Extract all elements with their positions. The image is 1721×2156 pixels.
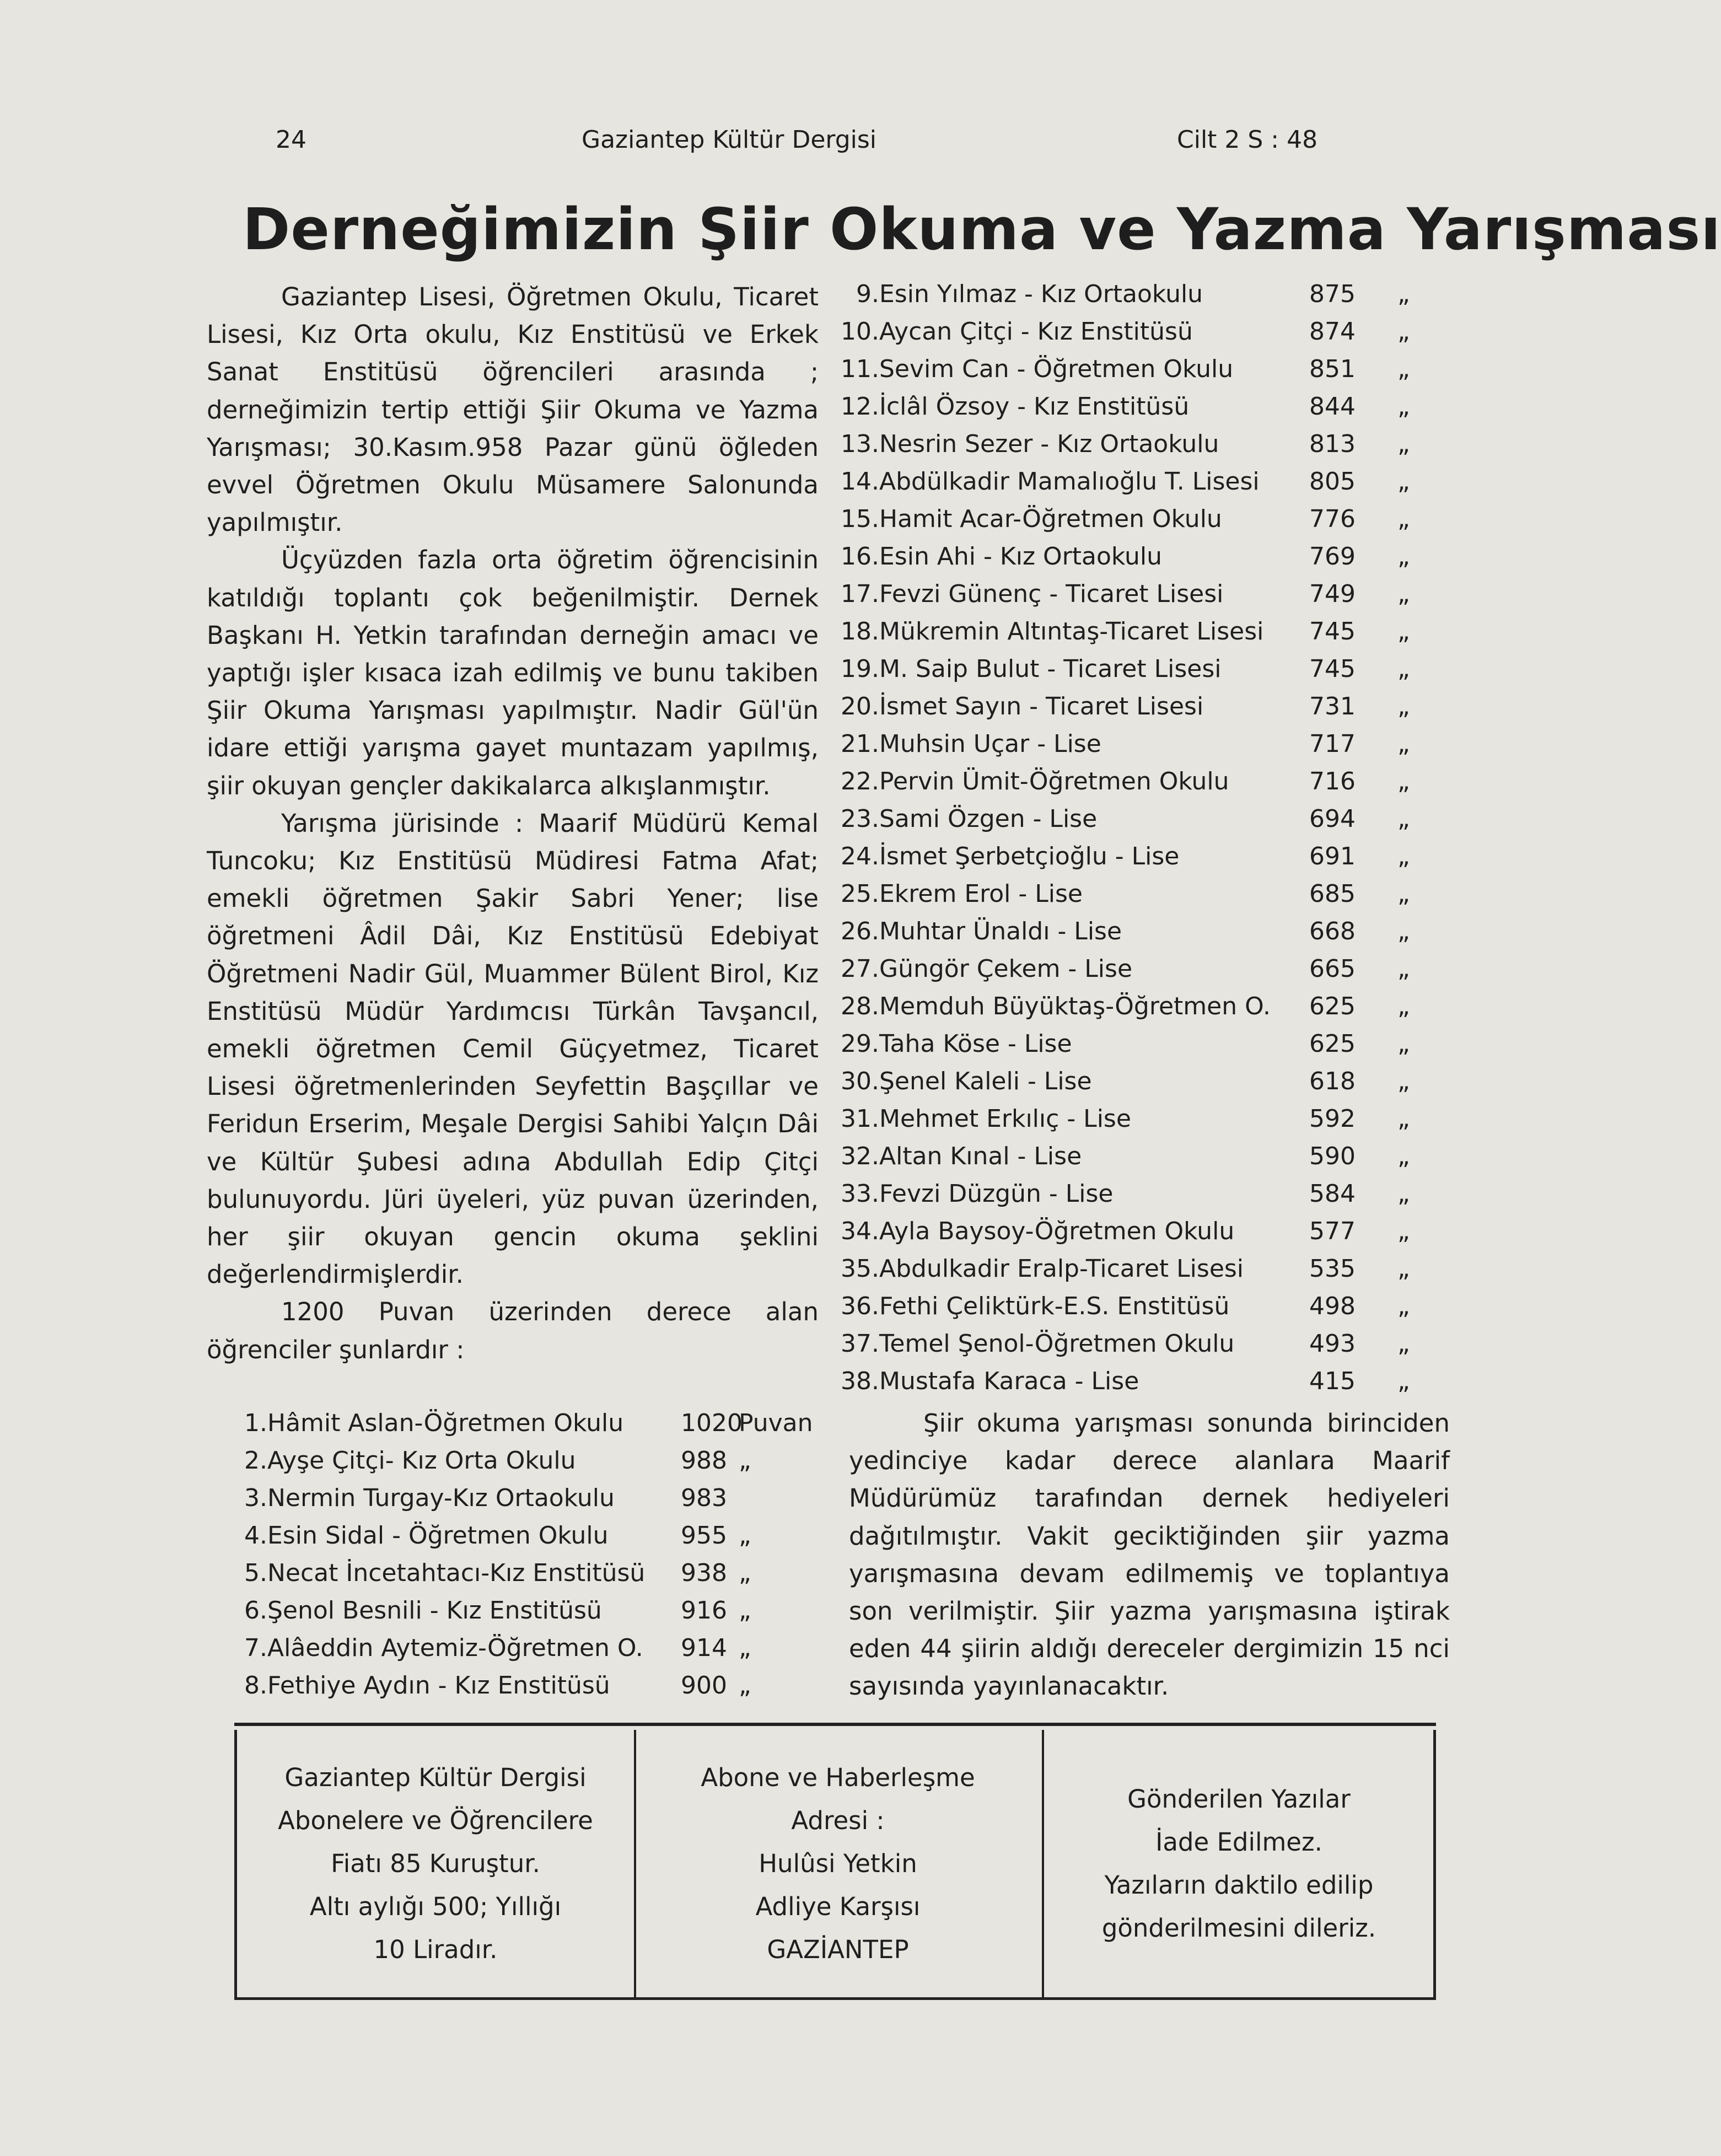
ranking-unit: „ xyxy=(1397,580,1410,608)
ranking-row xyxy=(835,576,1442,613)
issue-info: Cilt 2 S : 48 xyxy=(1177,126,1318,154)
ranking-num: 23. xyxy=(841,805,879,833)
ranking-num: 13. xyxy=(841,430,879,458)
ranking-name: Esin Ahi - Kız Ortaokulu xyxy=(879,542,1163,571)
ranking-score: 805 xyxy=(1309,467,1356,496)
ranking-name: Altan Kınal - Lise xyxy=(879,1142,1082,1170)
ranking-name: Taha Köse - Lise xyxy=(879,1030,1072,1058)
ranking-unit: „ xyxy=(739,1596,751,1625)
ranking-name: Hâmit Aslan-Öğretmen Okulu xyxy=(267,1409,624,1437)
ranking-row xyxy=(835,1288,1442,1325)
ranking-score: 745 xyxy=(1309,655,1356,683)
ranking-name: Nesrin Sezer - Kız Ortaokulu xyxy=(879,430,1219,458)
paragraph: Yarışma jürisinde : Maarif Müdürü Kemal Tuncoku; Kız Enstitüsü Müdiresi Fatma Afat; emekli öğretmen Şakir Sabri Yener; lise öğretmeni Âdil Dâi, Kız Enstitüsü Edebiyat Öğretmeni Nadir Gül, Muammer Bülent Birol, Kız Enstitüsü Müdür Yardımcısı Türkân Tavşancıl, emekli öğretmen Cemil Güçyetmez, Ticaret Lisesi öğretmenlerinden Seyfettin Başçıllar ve Feridun Erserim, Meşale Dergisi Sahibi Yalçın Dâi ve Kültür Şubesi adına Abdullah Edip Çitçi bulunuyordu. Jüri üyeleri, yüz puvan üzerinden, her şiir okuyan gencin okuma şeklini değerlendirmişlerdir. xyxy=(207,808,819,1289)
ranking-name: İsmet Şerbetçioğlu - Lise xyxy=(879,842,1180,870)
footer-line: Abone ve Haberleşme xyxy=(701,1762,975,1792)
ranking-row xyxy=(835,501,1442,538)
ranking-row xyxy=(835,426,1442,463)
ranking-unit: „ xyxy=(1397,355,1410,383)
ranking-score: 618 xyxy=(1309,1067,1356,1095)
ranking-num: 36. xyxy=(841,1292,879,1320)
footer-line: Hulûsi Yetkin xyxy=(759,1848,917,1878)
ranking-row xyxy=(835,1138,1442,1175)
ranking-unit: „ xyxy=(1397,1142,1410,1170)
ranking-score: 694 xyxy=(1309,805,1356,833)
ranking-score: 415 xyxy=(1309,1367,1356,1395)
ranking-row xyxy=(835,1063,1442,1100)
ranking-unit: „ xyxy=(1397,280,1410,308)
ranking-name: Aycan Çitçi - Kız Enstitüsü xyxy=(879,318,1193,346)
ranking-score: 874 xyxy=(1309,318,1356,346)
ranking-num: 16. xyxy=(841,542,879,571)
submission-notice-cell xyxy=(1042,1730,1436,1997)
ranking-unit: „ xyxy=(1397,505,1410,533)
ranking-score: 916 xyxy=(681,1596,727,1625)
ranking-score: 493 xyxy=(1309,1330,1356,1358)
ranking-score: 717 xyxy=(1309,730,1356,758)
ranking-num: 14. xyxy=(841,467,879,496)
ranking-name: Muhtar Ünaldı - Lise xyxy=(879,917,1122,945)
ranking-name: Abdulkadir Eralp-Ticaret Lisesi xyxy=(879,1255,1244,1283)
ranking-name: Esin Sidal - Öğretmen Okulu xyxy=(267,1521,609,1550)
subscription-price-cell xyxy=(237,1730,636,1997)
ranking-num: 12. xyxy=(841,393,879,421)
ranking-score: 685 xyxy=(1309,880,1356,908)
rankings-list-left xyxy=(223,1405,830,1705)
ranking-score: 625 xyxy=(1309,1030,1356,1058)
ranking-num: 2. xyxy=(244,1447,267,1475)
ranking-row xyxy=(835,988,1442,1025)
footer-line: Fiatı 85 Kuruştur. xyxy=(331,1848,540,1878)
ranking-name: Memduh Büyüktaş-Öğretmen O. xyxy=(879,992,1271,1020)
ranking-row xyxy=(835,1325,1442,1363)
ranking-num: 31. xyxy=(841,1105,879,1133)
ranking-score: 749 xyxy=(1309,580,1356,608)
ranking-score: 668 xyxy=(1309,917,1356,945)
ranking-row xyxy=(223,1555,830,1592)
ranking-name: Abdülkadir Mamalıoğlu T. Lisesi xyxy=(879,467,1260,496)
ranking-score: 625 xyxy=(1309,992,1356,1020)
article-title: Derneğimizin Şiir Okuma ve Yazma Yarışması xyxy=(243,196,1721,263)
ranking-score: 498 xyxy=(1309,1292,1356,1320)
ranking-unit: „ xyxy=(1397,393,1410,421)
closing-text xyxy=(849,1405,1450,1706)
contact-address-cell xyxy=(634,1730,1044,1997)
ranking-row xyxy=(835,388,1442,426)
ranking-num: 18. xyxy=(841,617,879,646)
ranking-unit: „ xyxy=(1397,692,1410,721)
ranking-unit: „ xyxy=(1397,430,1410,458)
footer-rule xyxy=(234,1723,1436,1726)
ranking-name: Ekrem Erol - Lise xyxy=(879,880,1083,908)
ranking-unit: „ xyxy=(739,1634,751,1662)
ranking-name: Sevim Can - Öğretmen Okulu xyxy=(879,355,1234,383)
ranking-unit: „ xyxy=(1397,730,1410,758)
ranking-num: 29. xyxy=(841,1030,879,1058)
ranking-num: 32. xyxy=(841,1142,879,1170)
footer-line: Abonelere ve Öğrencilere xyxy=(278,1805,593,1835)
ranking-num: 4. xyxy=(244,1521,267,1550)
ranking-unit: „ xyxy=(1397,1292,1410,1320)
ranking-name: Fevzi Günenç - Ticaret Lisesi xyxy=(879,580,1224,608)
ranking-num: 8. xyxy=(244,1671,267,1700)
ranking-num: 28. xyxy=(841,992,879,1020)
ranking-name: Fethiye Aydın - Kız Enstitüsü xyxy=(267,1671,610,1700)
article-body xyxy=(207,278,819,1369)
footer-line: Altı aylığı 500; Yıllığı xyxy=(309,1891,562,1921)
ranking-unit: „ xyxy=(1397,617,1410,646)
ranking-unit: „ xyxy=(1397,655,1410,683)
footer-line: Adresi : xyxy=(791,1805,885,1835)
ranking-unit: „ xyxy=(1397,1030,1410,1058)
ranking-row xyxy=(835,1213,1442,1250)
ranking-num: 21. xyxy=(841,730,879,758)
ranking-row xyxy=(835,725,1442,763)
ranking-row xyxy=(835,650,1442,688)
ranking-score: 875 xyxy=(1309,280,1356,308)
ranking-score: 955 xyxy=(681,1521,727,1550)
ranking-score: 776 xyxy=(1309,505,1356,533)
ranking-num: 15. xyxy=(841,505,879,533)
ranking-score: 983 xyxy=(681,1484,727,1512)
ranking-row xyxy=(835,950,1442,988)
ranking-score: 731 xyxy=(1309,692,1356,721)
ranking-unit: „ xyxy=(1397,917,1410,945)
ranking-name: İclâl Özsoy - Kız Enstitüsü xyxy=(879,393,1190,421)
ranking-name: Hamit Acar-Öğretmen Okulu xyxy=(879,505,1222,533)
ranking-num: 17. xyxy=(841,580,879,608)
ranking-row xyxy=(835,276,1442,313)
ranking-num: 3. xyxy=(244,1484,267,1512)
ranking-unit: Puvan xyxy=(739,1409,813,1437)
ranking-row xyxy=(835,913,1442,950)
ranking-score: 851 xyxy=(1309,355,1356,383)
ranking-row xyxy=(835,463,1442,501)
ranking-num: 11. xyxy=(841,355,879,383)
ranking-num: 27. xyxy=(841,955,879,983)
ranking-row xyxy=(223,1592,830,1630)
ranking-score: 535 xyxy=(1309,1255,1356,1283)
ranking-score: 900 xyxy=(681,1671,727,1700)
ranking-name: M. Saip Bulut - Ticaret Lisesi xyxy=(879,655,1222,683)
ranking-row xyxy=(223,1405,830,1442)
ranking-unit: „ xyxy=(1397,992,1410,1020)
ranking-name: İsmet Sayın - Ticaret Lisesi xyxy=(879,692,1204,721)
ranking-num: 7. xyxy=(244,1634,267,1662)
ranking-score: 577 xyxy=(1309,1217,1356,1245)
ranking-unit: „ xyxy=(1397,542,1410,571)
footer-line: Yazıların daktilo edilip xyxy=(1104,1870,1374,1900)
ranking-score: 665 xyxy=(1309,955,1356,983)
footer-line: GAZİANTEP xyxy=(767,1934,909,1964)
ranking-name: Alâeddin Aytemiz-Öğretmen O. xyxy=(267,1634,643,1662)
ranking-num: 1. xyxy=(244,1409,267,1437)
ranking-name: Temel Şenol-Öğretmen Okulu xyxy=(879,1330,1235,1358)
ranking-score: 844 xyxy=(1309,393,1356,421)
ranking-num: 38. xyxy=(841,1367,879,1395)
ranking-unit: „ xyxy=(1397,955,1410,983)
ranking-unit: „ xyxy=(1397,1180,1410,1208)
ranking-row xyxy=(835,800,1442,838)
ranking-score: 592 xyxy=(1309,1105,1356,1133)
ranking-row xyxy=(835,1250,1442,1288)
ranking-name: Mükremin Altıntaş-Ticaret Lisesi xyxy=(879,617,1264,646)
page-number: 24 xyxy=(276,126,306,154)
ranking-unit: „ xyxy=(1397,767,1410,795)
ranking-score: 745 xyxy=(1309,617,1356,646)
ranking-unit: „ xyxy=(739,1521,751,1550)
footer-line: gönderilmesini dileriz. xyxy=(1101,1913,1376,1943)
ranking-row xyxy=(835,763,1442,800)
footer-line: Gönderilen Yazılar xyxy=(1127,1784,1351,1814)
ranking-name: Ayla Baysoy-Öğretmen Okulu xyxy=(879,1217,1235,1245)
ranking-num: 6. xyxy=(244,1596,267,1625)
ranking-num: 9. xyxy=(856,280,879,308)
ranking-unit: „ xyxy=(1397,805,1410,833)
ranking-row xyxy=(223,1480,830,1517)
ranking-num: 34. xyxy=(841,1217,879,1245)
paragraph: 1200 Puvan üzerinden derece alan öğrenciler şunlardır : xyxy=(207,1297,819,1364)
footer-line: 10 Liradır. xyxy=(373,1934,498,1964)
ranking-name: Mehmet Erkılıç - Lise xyxy=(879,1105,1131,1133)
ranking-name: Nermin Turgay-Kız Ortaokulu xyxy=(267,1484,615,1512)
ranking-unit: „ xyxy=(739,1447,751,1475)
ranking-unit: „ xyxy=(1397,842,1410,870)
ranking-num: 19. xyxy=(841,655,879,683)
ranking-score: 1020 xyxy=(681,1409,743,1437)
ranking-num: 24. xyxy=(841,842,879,870)
ranking-num: 10. xyxy=(841,318,879,346)
ranking-num: 25. xyxy=(841,880,879,908)
ranking-row xyxy=(223,1517,830,1555)
ranking-score: 914 xyxy=(681,1634,727,1662)
magazine-name: Gaziantep Kültür Dergisi xyxy=(582,126,877,154)
ranking-score: 938 xyxy=(681,1559,727,1587)
ranking-row xyxy=(835,1100,1442,1138)
ranking-num: 26. xyxy=(841,917,879,945)
ranking-row xyxy=(223,1630,830,1667)
ranking-name: Pervin Ümit-Öğretmen Okulu xyxy=(879,767,1229,795)
ranking-score: 769 xyxy=(1309,542,1356,571)
ranking-unit: „ xyxy=(1397,1255,1410,1283)
ranking-num: 35. xyxy=(841,1255,879,1283)
ranking-unit: „ xyxy=(1397,1330,1410,1358)
ranking-name: Güngör Çekem - Lise xyxy=(879,955,1133,983)
ranking-row xyxy=(835,875,1442,913)
ranking-unit: „ xyxy=(1397,1067,1410,1095)
ranking-row xyxy=(223,1667,830,1705)
ranking-num: 20. xyxy=(841,692,879,721)
paragraph: Gaziantep Lisesi, Öğretmen Okulu, Ticaret Lisesi, Kız Orta okulu, Kız Enstitüsü ve Erkek Sanat Enstitüsü öğrencileri arasında ; derneğimizin tertip ettiği Şiir Okuma ve Yazma Yarışması; 30.Kasım.958 Pazar günü öğleden evvel Öğretmen Okulu Müsamere Salonunda yapılmıştır. xyxy=(207,282,819,537)
rankings-list-right xyxy=(835,276,1442,1400)
ranking-num: 5. xyxy=(244,1559,267,1587)
ranking-unit: „ xyxy=(1397,467,1410,496)
ranking-name: Mustafa Karaca - Lise xyxy=(879,1367,1139,1395)
page-header xyxy=(276,126,1378,164)
ranking-name: Fevzi Düzgün - Lise xyxy=(879,1180,1114,1208)
ranking-score: 813 xyxy=(1309,430,1356,458)
ranking-row xyxy=(835,351,1442,388)
ranking-num: 22. xyxy=(841,767,879,795)
footer-info-box xyxy=(234,1730,1436,2000)
ranking-unit: „ xyxy=(1397,1105,1410,1133)
ranking-score: 691 xyxy=(1309,842,1356,870)
ranking-name: Şenol Besnili - Kız Enstitüsü xyxy=(267,1596,602,1625)
ranking-row xyxy=(835,613,1442,650)
ranking-row xyxy=(835,1025,1442,1063)
paragraph: Üçyüzden fazla orta öğretim öğrencisinin katıldığı toplantı çok beğenilmiştir. Dernek Başkanı H. Yetkin tarafından derneğin amacı ve yaptığı işler kısaca izah edilmiş ve bunu takiben Şiir Okuma Yarışması yapılmıştır. Nadir Gül'ün idare ettiği yarışma gayet muntazam yapılmış, şiir okuyan gençler dakikalarca alkışlanmıştır. xyxy=(207,545,819,800)
ranking-num: 37. xyxy=(841,1330,879,1358)
ranking-unit: „ xyxy=(739,1671,751,1700)
ranking-unit: „ xyxy=(1397,1367,1410,1395)
footer-line: Adliye Karşısı xyxy=(755,1891,921,1921)
ranking-name: Ayşe Çitçi- Kız Orta Okulu xyxy=(267,1447,576,1475)
ranking-score: 988 xyxy=(681,1447,727,1475)
ranking-unit: „ xyxy=(739,1559,751,1587)
ranking-row xyxy=(835,313,1442,351)
ranking-row xyxy=(835,688,1442,725)
ranking-row xyxy=(223,1442,830,1480)
ranking-unit: „ xyxy=(1397,318,1410,346)
ranking-row xyxy=(835,1363,1442,1400)
ranking-row xyxy=(835,838,1442,875)
ranking-name: Fethi Çeliktürk-E.S. Enstitüsü xyxy=(879,1292,1230,1320)
ranking-score: 590 xyxy=(1309,1142,1356,1170)
paragraph: Şiir okuma yarışması sonunda birinciden yedinciye kadar derece alanlara Maarif Müdürümüz tarafından dernek hediyeleri dağıtılmıştır. Vakit geciktiğinden şiir yazma yarışmasına devam edilmemiş ve toplantıya son verilmiştir. Şiir yazma yarışmasına iştirak eden 44 şiirin aldığı dereceler dergimizin 15 nci sayısında yayınlanacaktır. xyxy=(849,1408,1450,1701)
ranking-row xyxy=(835,538,1442,576)
ranking-num: 33. xyxy=(841,1180,879,1208)
ranking-score: 584 xyxy=(1309,1180,1356,1208)
ranking-name: Necat İncetahtacı-Kız Enstitüsü xyxy=(267,1559,646,1587)
ranking-score: 716 xyxy=(1309,767,1356,795)
ranking-name: Esin Yılmaz - Kız Ortaokulu xyxy=(879,280,1203,308)
footer-line: İade Edilmez. xyxy=(1155,1827,1322,1857)
ranking-name: Sami Özgen - Lise xyxy=(879,805,1098,833)
ranking-name: Muhsin Uçar - Lise xyxy=(879,730,1101,758)
ranking-num: 30. xyxy=(841,1067,879,1095)
ranking-row xyxy=(835,1175,1442,1213)
ranking-name: Şenel Kaleli - Lise xyxy=(879,1067,1092,1095)
ranking-unit: „ xyxy=(1397,1217,1410,1245)
ranking-unit: „ xyxy=(1397,880,1410,908)
footer-line: Gaziantep Kültür Dergisi xyxy=(284,1762,587,1792)
